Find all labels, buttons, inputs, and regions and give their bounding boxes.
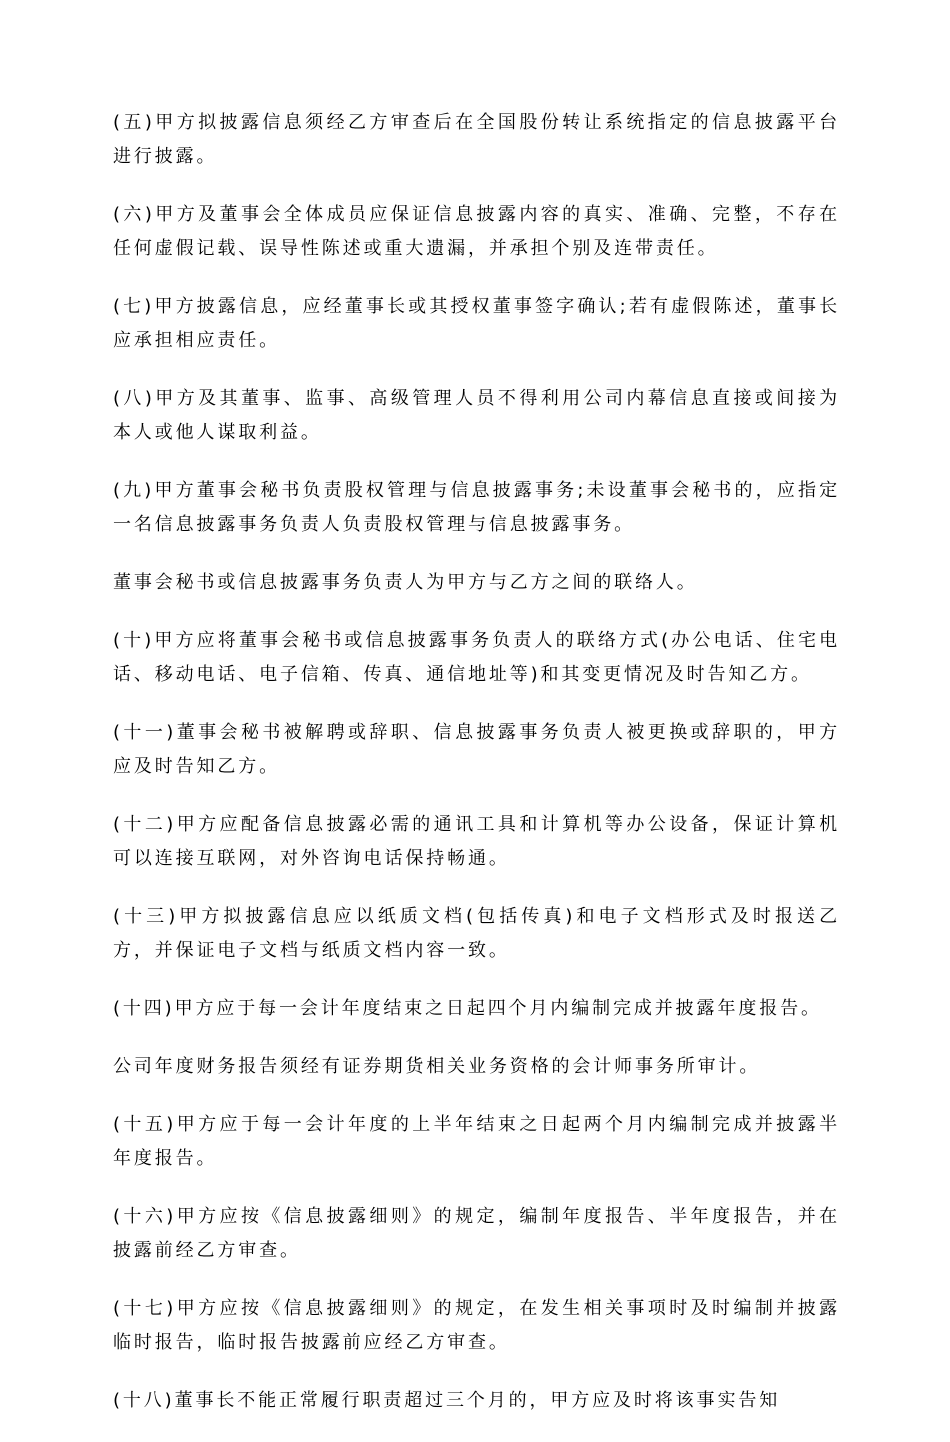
paragraph-10: (十)甲方应将董事会秘书或信息披露事务负责人的联络方式(办公电话、住宅电话、移动电话、电子信箱、传真、通信地址等)和其变更情况及时告知乙方。 (113, 630, 840, 685)
paragraph-5: (五)甲方拟披露信息须经乙方审查后在全国股份转让系统指定的信息披露平台进行披露。 (113, 112, 840, 167)
paragraph-11: (十一)董事会秘书被解聘或辞职、信息披露事务负责人被更换或辞职的，甲方应及时告知乙方。 (113, 722, 840, 777)
paragraph-6: (六)甲方及董事会全体成员应保证信息披露内容的真实、准确、完整，不存在任何虚假记载、误导性陈述或重大遗漏，并承担个别及连带责任。 (113, 204, 840, 259)
paragraph-14-note: 公司年度财务报告须经有证券期货相关业务资格的会计师事务所审计。 (113, 1056, 761, 1077)
paragraph-9: (九)甲方董事会秘书负责股权管理与信息披露事务;未设董事会秘书的，应指定一名信息披露事务负责人负责股权管理与信息披露事务。 (113, 480, 840, 535)
paragraph-8: (八)甲方及其董事、监事、高级管理人员不得利用公司内幕信息直接或间接为本人或他人谋取利益。 (113, 388, 840, 443)
paragraph-13: (十三)甲方拟披露信息应以纸质文档(包括传真)和电子文档形式及时报送乙方，并保证电子文档与纸质文档内容一致。 (113, 906, 840, 961)
paragraph-9-note: 董事会秘书或信息披露事务负责人为甲方与乙方之间的联络人。 (113, 572, 698, 593)
paragraph-16: (十六)甲方应按《信息披露细则》的规定，编制年度报告、半年度报告，并在披露前经乙方审查。 (113, 1206, 840, 1261)
paragraph-18: (十八)董事长不能正常履行职责超过三个月的，甲方应及时将该事实告知 (113, 1390, 781, 1411)
paragraph-14: (十四)甲方应于每一会计年度结束之日起四个月内编制完成并披露年度报告。 (113, 998, 822, 1019)
paragraph-17: (十七)甲方应按《信息披露细则》的规定，在发生相关事项时及时编制并披露临时报告，临时报告披露前应经乙方审查。 (113, 1298, 840, 1353)
paragraph-12: (十二)甲方应配备信息披露必需的通讯工具和计算机等办公设备，保证计算机可以连接互联网，对外咨询电话保持畅通。 (113, 814, 840, 869)
document-page (113, 106, 840, 1442)
paragraph-15: (十五)甲方应于每一会计年度的上半年结束之日起两个月内编制完成并披露半年度报告。 (113, 1114, 840, 1169)
paragraph-7: (七)甲方披露信息，应经董事长或其授权董事签字确认;若有虚假陈述，董事长应承担相应责任。 (113, 296, 840, 351)
